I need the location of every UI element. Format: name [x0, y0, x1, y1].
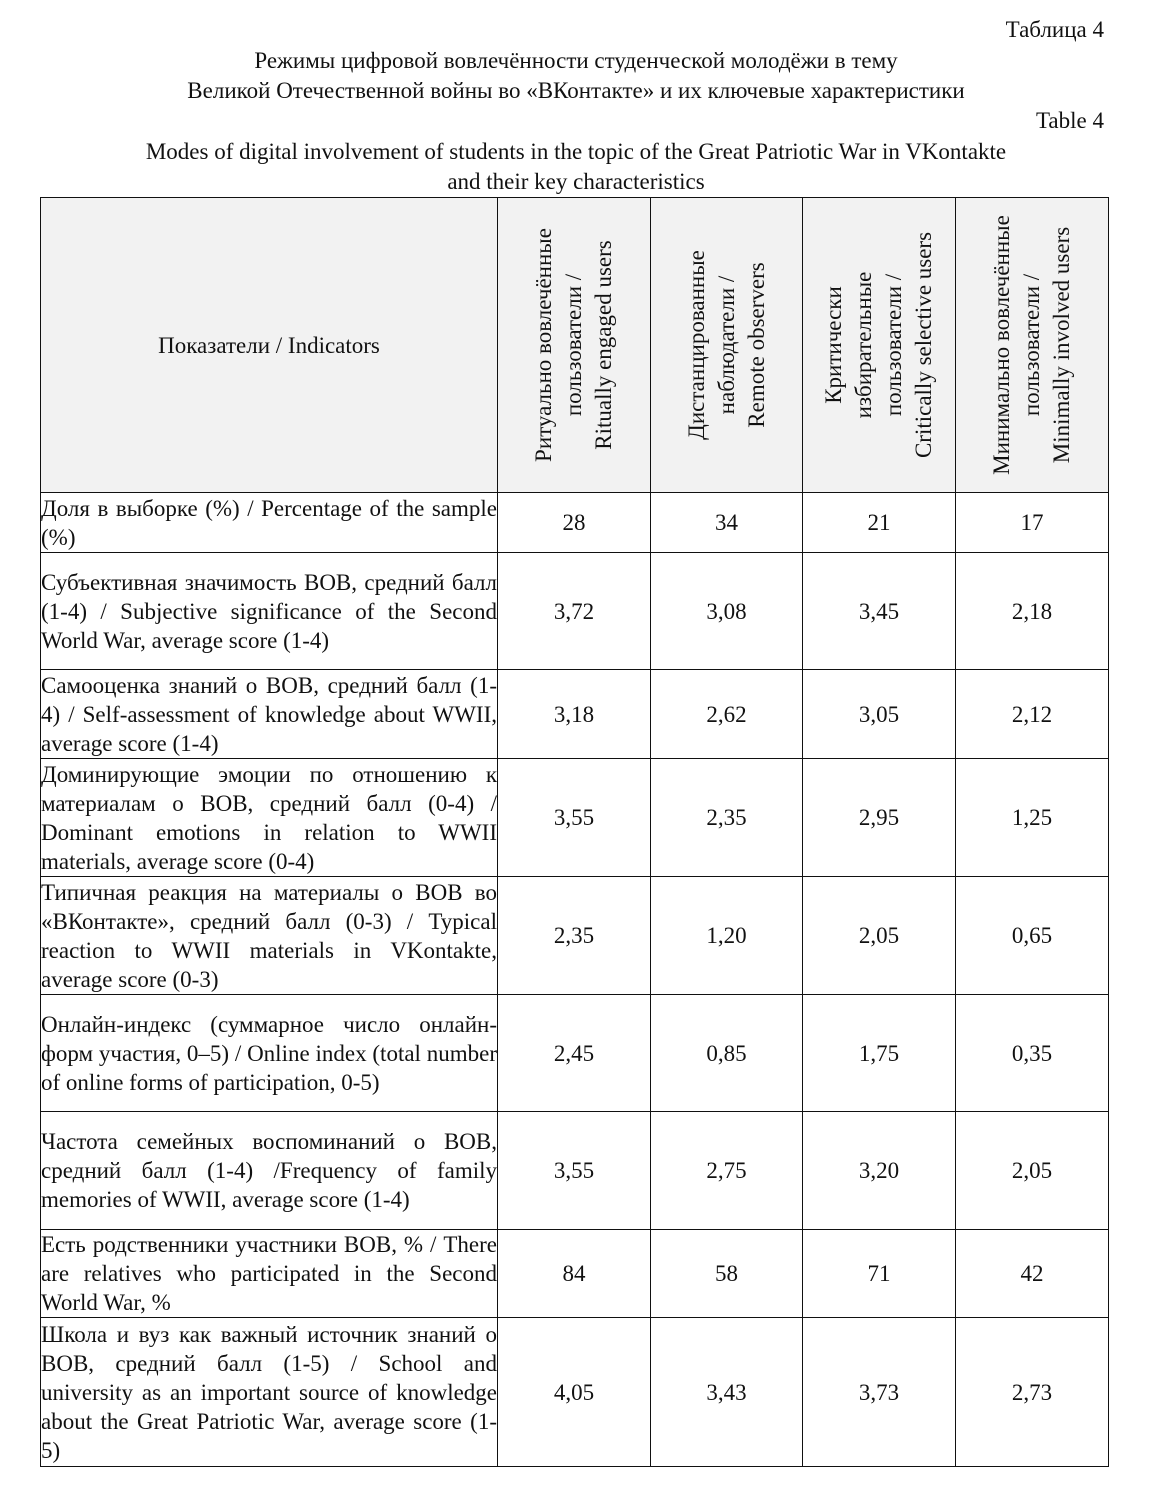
value-cell: 0,35 [956, 995, 1109, 1112]
value-cell: 34 [651, 493, 803, 553]
table-row [41, 877, 1109, 995]
indicator-cell: Онлайн-индекс (суммарное число онлайн-форм участия, 0–5) / Online index (total number of online forms of participation, 0-5) [41, 995, 498, 1112]
column-header-ritually-engaged [498, 198, 651, 493]
value-cell: 3,72 [498, 553, 651, 670]
value-cell: 3,20 [803, 1112, 956, 1230]
column-header-line: Минимально вовлечённые [989, 215, 1014, 475]
table-title-ru-line2: Великой Отечественной войны во «ВКонтакте» и их ключевые характеристики [187, 78, 965, 103]
indicator-cell: Типичная реакция на материалы о ВОВ во «ВКонтакте», средний балл (0-3) / Typical reaction to WWII materials in VKontakte, average score (0-3) [41, 877, 498, 995]
table-header-row [41, 198, 1109, 493]
value-cell: 3,43 [651, 1318, 803, 1467]
table-title-en [0, 137, 1152, 197]
value-cell: 2,62 [651, 670, 803, 759]
value-cell: 2,05 [956, 1112, 1109, 1230]
value-cell: 3,73 [803, 1318, 956, 1467]
column-header-line: Ritually engaged users [591, 240, 616, 450]
column-header-line: пользователи / [881, 273, 906, 417]
value-cell: 2,73 [956, 1318, 1109, 1467]
column-header-line: пользователи / [1019, 273, 1044, 417]
value-cell: 2,12 [956, 670, 1109, 759]
value-cell: 0,65 [956, 877, 1109, 995]
table-title-en-line2: and their key characteristics [447, 169, 705, 194]
table-row [41, 493, 1109, 553]
table-row [41, 1112, 1109, 1230]
column-header-line: Дистанцированные [683, 250, 709, 440]
indicator-cell: Самооценка знаний о ВОВ, средний балл (1-4) / Self-assessment of knowledge about WWII, average score (1-4) [41, 670, 498, 759]
value-cell: 28 [498, 493, 651, 553]
value-cell: 2,35 [498, 877, 651, 995]
indicator-cell: Доминирующие эмоции по отношению к материалам о ВОВ, средний балл (0-4) / Dominant emotions in relation to WWII materials, average score (0-4) [41, 759, 498, 877]
indicator-cell: Частота семейных воспоминаний о ВОВ, средний балл (1-4) /Frequency of family memories of WWII, average score (1-4) [41, 1112, 498, 1230]
value-cell: 2,45 [498, 995, 651, 1112]
column-header-critically-selective [803, 198, 956, 493]
value-cell: 3,18 [498, 670, 651, 759]
table-row [41, 553, 1109, 670]
column-header-line: Критически [821, 286, 846, 404]
value-cell: 21 [803, 493, 956, 553]
table-title-ru-line1: Режимы цифровой вовлечённости студенческой молодёжи в тему [254, 48, 898, 73]
value-cell: 2,05 [803, 877, 956, 995]
column-header-line: Remote observers [743, 262, 769, 428]
column-header-line: Ритуально вовлечённые [531, 228, 556, 462]
value-cell: 3,55 [498, 1112, 651, 1230]
indicator-cell: Субъективная значимость ВОВ, средний балл (1-4) / Subjective significance of the Second World War, average score (1-4) [41, 553, 498, 670]
table-title-en-line1: Modes of digital involvement of students in the topic of the Great Patriotic War in VKontakte [145, 139, 1007, 164]
value-cell: 4,05 [498, 1318, 651, 1467]
value-cell: 1,20 [651, 877, 803, 995]
value-cell: 58 [651, 1230, 803, 1318]
value-cell: 3,55 [498, 759, 651, 877]
indicator-cell: Доля в выборке (%) / Percentage of the sample (%) [41, 493, 498, 553]
value-cell: 2,75 [651, 1112, 803, 1230]
table-row [41, 995, 1109, 1112]
table-number-ru: Таблица 4 [1005, 17, 1104, 42]
value-cell: 2,35 [651, 759, 803, 877]
table-row [41, 759, 1109, 877]
value-cell: 3,08 [651, 553, 803, 670]
indicator-cell: Есть родственники участники ВОВ, % / There are relatives who participated in the Second World War, % [41, 1230, 498, 1318]
value-cell: 71 [803, 1230, 956, 1318]
value-cell: 1,75 [803, 995, 956, 1112]
table-row [41, 1230, 1109, 1318]
value-cell: 3,05 [803, 670, 956, 759]
value-cell: 84 [498, 1230, 651, 1318]
column-header-minimally-involved [956, 198, 1109, 493]
table-row [41, 670, 1109, 759]
column-header-line: пользователи / [561, 273, 586, 417]
value-cell: 0,85 [651, 995, 803, 1112]
column-header-line: Minimally involved users [1049, 226, 1074, 464]
value-cell: 2,18 [956, 553, 1109, 670]
column-header-remote-observers [651, 198, 803, 493]
value-cell: 1,25 [956, 759, 1109, 877]
indicator-cell: Школа и вуз как важный источник знаний о ВОВ, средний балл (1-5) / School and university as an important source of knowledge about the Great Patriotic War, average score (1-5) [41, 1318, 498, 1467]
modes-table [40, 197, 1109, 1467]
table-number-en: Table 4 [1035, 108, 1104, 133]
value-cell: 42 [956, 1230, 1109, 1318]
table-title-ru [0, 46, 1152, 106]
column-header-line: избирательные [851, 271, 876, 419]
column-header-line: Critically selective users [911, 231, 936, 459]
indicators-header: Показатели / Indicators [41, 198, 498, 493]
column-header-line: наблюдатели / [713, 275, 739, 415]
table-row [41, 1318, 1109, 1467]
value-cell: 3,45 [803, 553, 956, 670]
value-cell: 2,95 [803, 759, 956, 877]
value-cell: 17 [956, 493, 1109, 553]
